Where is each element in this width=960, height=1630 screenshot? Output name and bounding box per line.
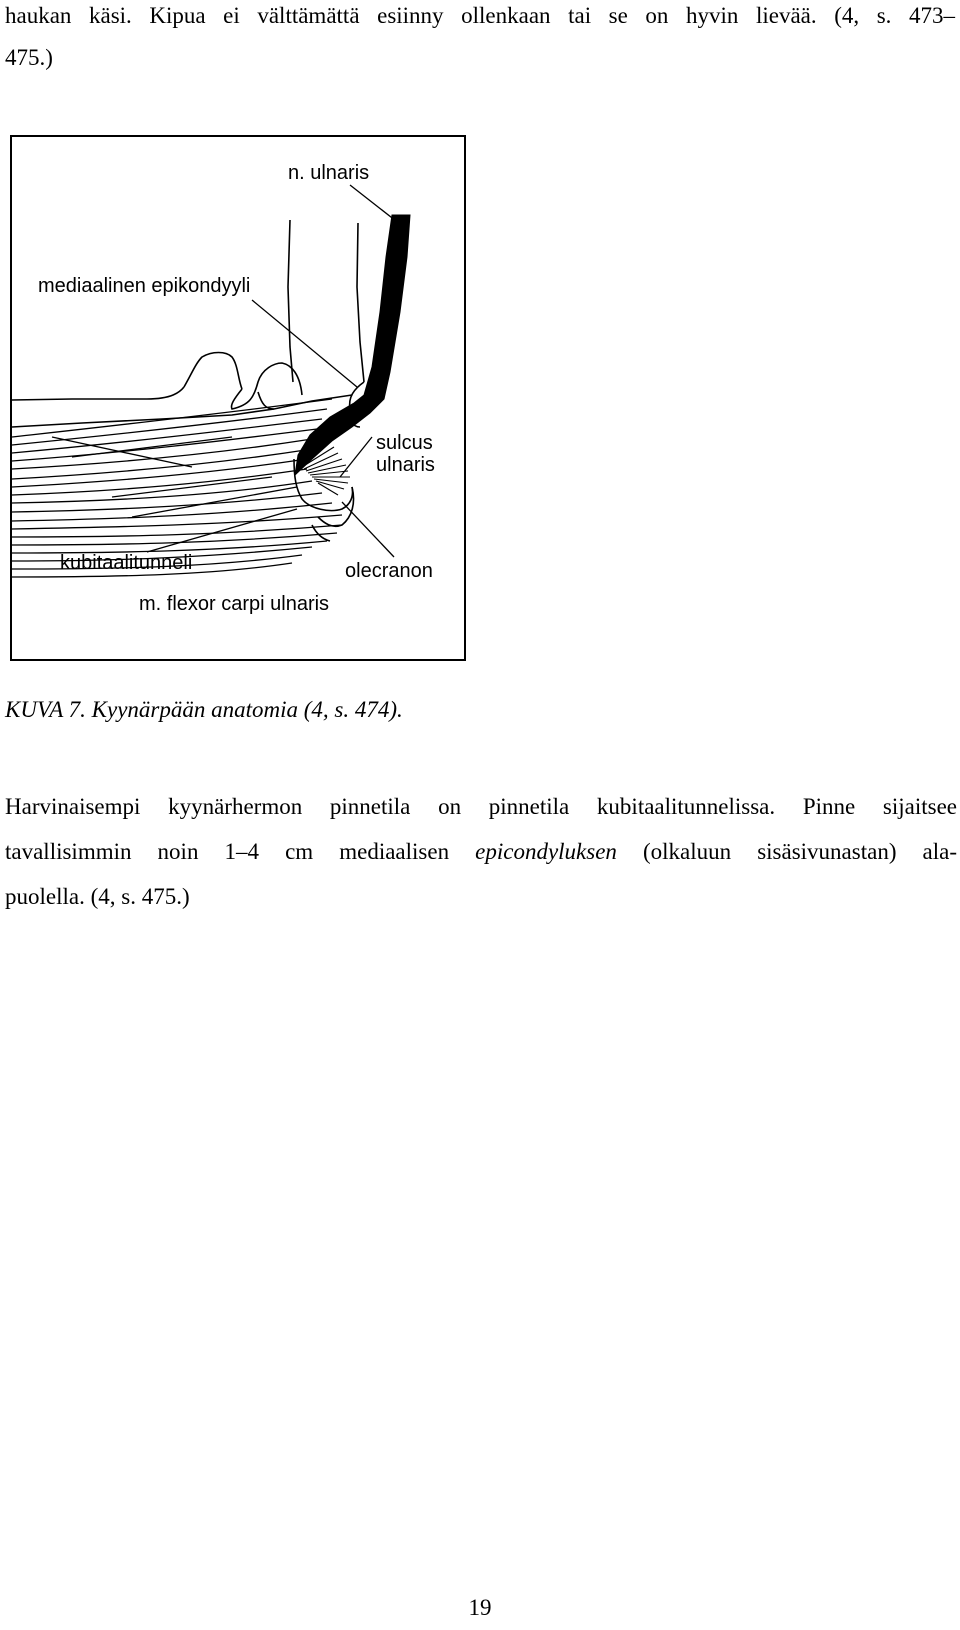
intro-text-line-1: haukan käsi. Kipua ei välttämättä esiinny ollenkaan tai se on hyvin lievää. (4, s. 473– (5, 3, 955, 28)
elbow-anatomy-illustration (12, 137, 464, 659)
paragraph-italic-term: epicondyluksen (475, 839, 617, 864)
muscle-fibers (12, 399, 342, 577)
page-number: 19 (468, 1595, 492, 1620)
elbow-anatomy-figure (10, 135, 466, 661)
humerus-outline (12, 220, 364, 427)
label-olecranon: olecranon (345, 560, 433, 582)
label-ulnaris: ulnaris (376, 454, 435, 476)
figure-caption: KUVA 7. Kyynärpään anatomia (4, s. 474). (5, 697, 403, 722)
label-mediaalinen-epikondyyli: mediaalinen epikondyyli (38, 275, 251, 297)
paragraph-line-2-end: (olkaluun sisäsivunastan) ala- (616, 839, 958, 864)
label-n-ulnaris: n. ulnaris (288, 162, 370, 184)
label-sulcus: sulcus (376, 432, 433, 454)
paragraph-line-2 (5, 829, 957, 874)
leader-lines (147, 185, 396, 557)
paragraph-line-2-start: tavallisimmin noin 1–4 cm mediaalisen (5, 839, 476, 864)
paragraph-line-1: Harvinaisempi kyynärhermon pinnetila on pinnetila kubitaalitunnelissa. Pinne sijaitsee (5, 794, 957, 819)
intro-text-line-2: 475.) (5, 45, 53, 70)
label-kubitaalitunneli: kubitaalitunneli (60, 552, 193, 574)
body-paragraph (5, 784, 957, 919)
paragraph-line-3: puolella. (4, s. 475.) (5, 884, 190, 909)
label-flexor-carpi-ulnaris: m. flexor carpi ulnaris (139, 593, 330, 615)
